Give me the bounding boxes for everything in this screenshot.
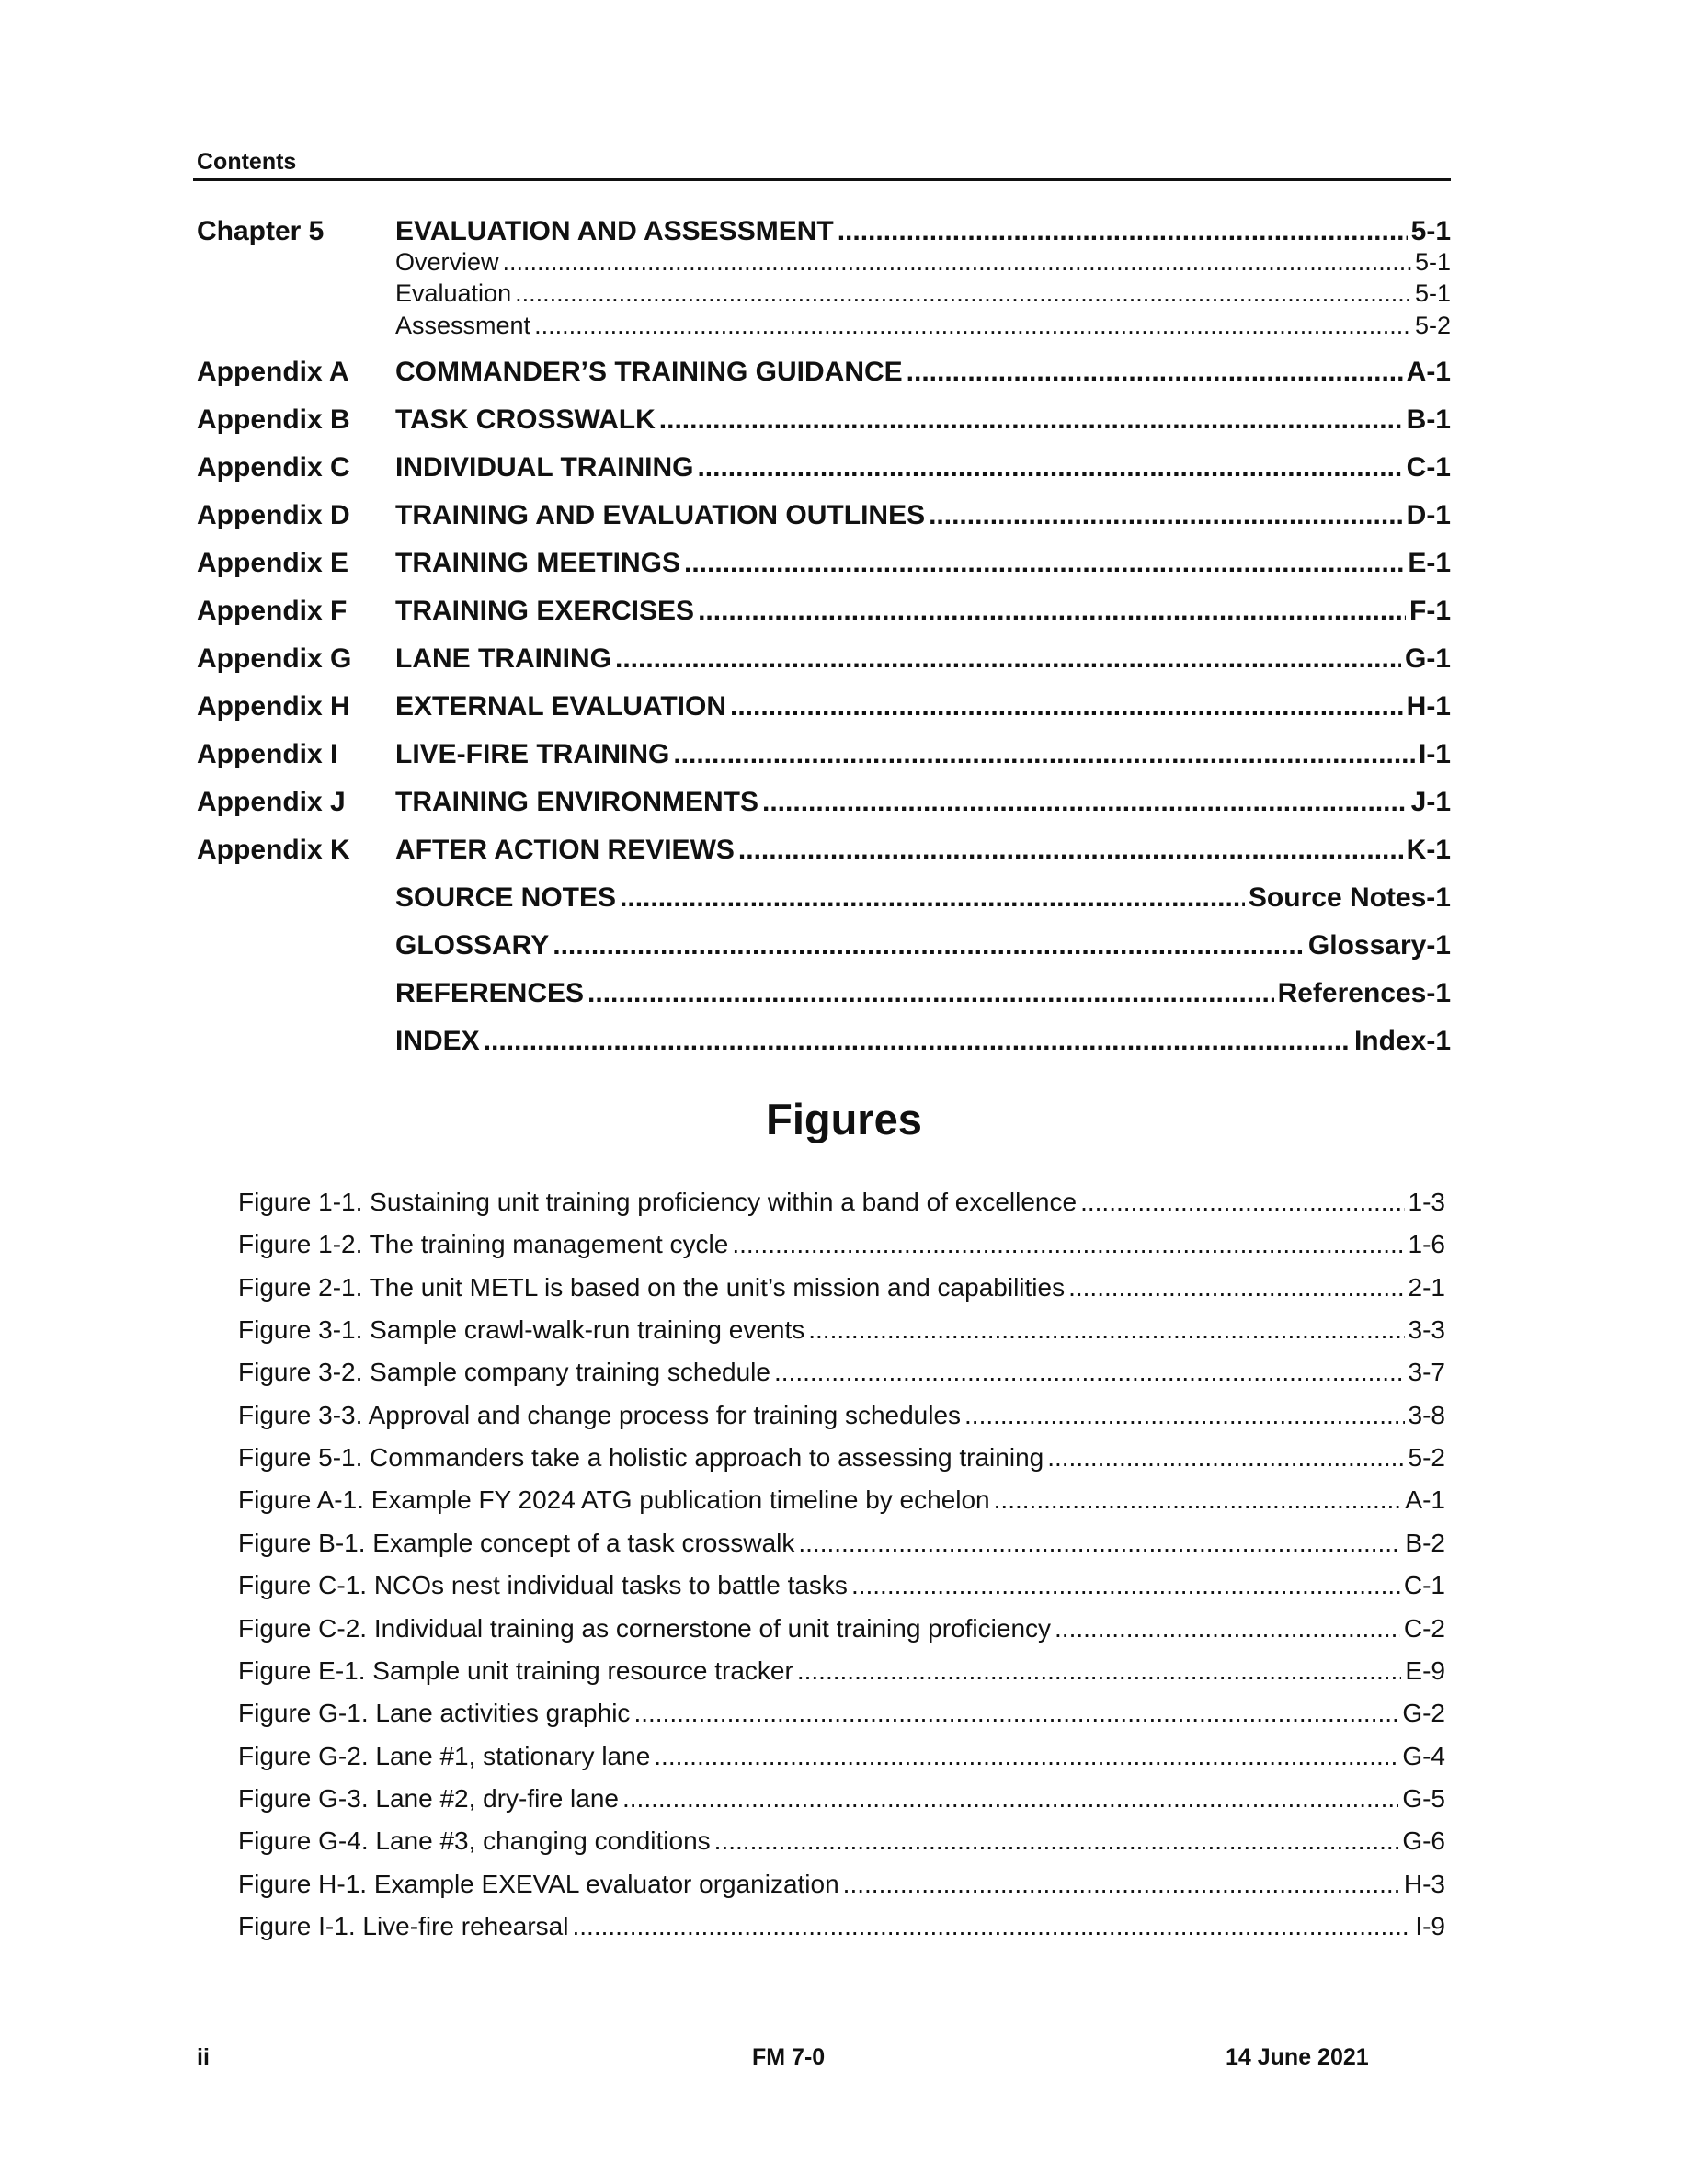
figure-leader-dots	[994, 1485, 1402, 1515]
figure-entry-title: Figure 3-2. Sample company training schedule	[238, 1358, 770, 1386]
toc-entry-title: Assessment	[395, 312, 531, 339]
toc-entry-prefix: Chapter 5	[197, 216, 325, 246]
toc-entry	[197, 500, 1451, 531]
toc-leader-dots	[697, 452, 1402, 483]
toc-entry-page: Index-1	[1353, 1026, 1451, 1056]
figure-entry-page: C-1	[1403, 1571, 1445, 1599]
toc-entry-page: References-1	[1277, 978, 1451, 1008]
toc-entry	[197, 216, 1451, 247]
toc-entry-title: COMMANDER’S TRAINING GUIDANCE	[395, 357, 903, 387]
toc-entry-title: LANE TRAINING	[395, 643, 611, 674]
toc-entry-page: 5-1	[1414, 248, 1451, 276]
toc-entry-title: TRAINING MEETINGS	[395, 548, 681, 578]
toc-entry-page: I-1	[1418, 739, 1451, 769]
toc-leader-dots	[515, 279, 1411, 308]
figure-entry-title: Figure H-1. Example EXEVAL evaluator organization	[238, 1870, 839, 1898]
figure-entry-page: E-9	[1405, 1656, 1445, 1685]
toc-entry-page: D-1	[1406, 500, 1451, 530]
figure-entry-page: G-2	[1402, 1699, 1445, 1727]
toc-entry	[197, 835, 1451, 866]
toc-entry-title: LIVE-FIRE TRAINING	[395, 739, 670, 769]
figure-leader-dots	[1055, 1614, 1400, 1644]
figure-entry-title: Figure C-2. Individual training as cornerstone of unit training proficiency	[238, 1614, 1052, 1643]
figure-entry-page: 3-3	[1408, 1315, 1445, 1344]
toc-leader-dots	[684, 548, 1404, 579]
figure-leader-dots	[797, 1656, 1402, 1686]
figure-leader-dots	[714, 1826, 1399, 1856]
toc-entry-prefix: Appendix K	[197, 835, 350, 865]
figure-entry-title: Figure 1-2. The training management cycle	[238, 1230, 729, 1258]
figure-entry	[238, 1870, 1445, 1899]
header-rule	[193, 178, 1451, 181]
toc-entry-title: SOURCE NOTES	[395, 882, 617, 913]
toc-entry-page: Glossary-1	[1307, 930, 1451, 961]
figure-entry	[238, 1188, 1445, 1217]
figure-entry-page: C-2	[1403, 1614, 1445, 1643]
toc-entry	[197, 787, 1451, 818]
figure-entry-page: A-1	[1405, 1485, 1445, 1514]
toc-entry-title: INDEX	[395, 1026, 480, 1056]
toc-entry-page: F-1	[1409, 596, 1451, 626]
toc-leader-dots	[929, 500, 1403, 531]
figure-entry-page: B-2	[1405, 1529, 1445, 1557]
toc-entry-prefix: Appendix F	[197, 596, 348, 626]
figure-entry-title: Figure 1-1. Sustaining unit training proficiency within a band of excellence	[238, 1188, 1078, 1216]
toc-leader-dots	[659, 404, 1403, 436]
toc-entry-prefix: Appendix I	[197, 739, 338, 769]
toc-leader-dots	[534, 312, 1411, 340]
toc-entry-page: H-1	[1406, 691, 1451, 722]
toc-entry-page: J-1	[1410, 787, 1451, 817]
figure-entry	[238, 1358, 1445, 1387]
toc-entry	[197, 643, 1451, 675]
figure-entry-title: Figure A-1. Example FY 2024 ATG publication timeline by echelon	[238, 1485, 990, 1514]
figure-entry-page: 2-1	[1408, 1273, 1445, 1302]
toc-entry-page: A-1	[1406, 357, 1451, 387]
toc-entry-title: EXTERNAL EVALUATION	[395, 691, 727, 722]
figure-entry-title: Figure E-1. Sample unit training resource tracker	[238, 1656, 793, 1685]
figure-entry-title: Figure G-1. Lane activities graphic	[238, 1699, 631, 1727]
figure-entry-page: 5-2	[1408, 1443, 1445, 1472]
toc-entry-title: AFTER ACTION REVIEWS	[395, 835, 735, 865]
toc-entry-title: TRAINING EXERCISES	[395, 596, 695, 626]
toc-leader-dots	[762, 787, 1408, 818]
figure-entry-title: Figure 3-1. Sample crawl-walk-run training events	[238, 1315, 805, 1344]
toc-entry-page: 5-1	[1410, 216, 1451, 246]
figure-entry-title: Figure C-1. NCOs nest individual tasks to battle tasks	[238, 1571, 848, 1599]
figure-leader-dots	[1080, 1188, 1404, 1217]
figure-entry-page: 1-6	[1408, 1230, 1445, 1258]
toc-entry-title: TASK CROSSWALK	[395, 404, 656, 435]
toc-entry-title: TRAINING AND EVALUATION OUTLINES	[395, 500, 926, 530]
toc-leader-dots	[553, 930, 1305, 961]
figure-leader-dots	[1047, 1443, 1404, 1473]
toc-entry-prefix: Appendix G	[197, 643, 352, 674]
toc-entry-prefix: Appendix E	[197, 548, 349, 578]
toc-entry-page: B-1	[1406, 404, 1451, 435]
figure-entry	[238, 1912, 1445, 1941]
figure-entry	[238, 1273, 1445, 1302]
figure-entry-title: Figure I-1. Live-fire rehearsal	[238, 1912, 569, 1940]
figure-entry	[238, 1656, 1445, 1686]
figure-entry-title: Figure 5-1. Commanders take a holistic approach to assessing training	[238, 1443, 1044, 1472]
toc-leader-dots	[673, 739, 1415, 770]
toc-entry	[197, 357, 1451, 388]
toc-entry-page: 5-2	[1414, 312, 1451, 339]
toc-entry-title: GLOSSARY	[395, 930, 550, 961]
figure-entry-page: G-5	[1402, 1784, 1445, 1813]
toc-entry	[197, 930, 1451, 961]
toc-entry	[197, 312, 1451, 340]
toc-entry-page: G-1	[1404, 643, 1451, 674]
toc-entry-title: Overview	[395, 248, 499, 276]
figure-entry	[238, 1614, 1445, 1644]
toc-entry-title: Evaluation	[395, 279, 512, 307]
figure-leader-dots	[851, 1571, 1400, 1600]
toc-entry	[197, 596, 1451, 627]
figure-leader-dots	[808, 1315, 1404, 1345]
figure-leader-dots	[843, 1870, 1400, 1899]
toc-entry	[197, 548, 1451, 579]
toc-entry-page: Source Notes-1	[1248, 882, 1451, 913]
toc-leader-dots	[730, 691, 1403, 722]
figure-leader-dots	[633, 1699, 1398, 1728]
figure-leader-dots	[774, 1358, 1405, 1387]
figure-leader-dots	[1068, 1273, 1404, 1302]
toc-entry	[197, 882, 1451, 914]
toc-leader-dots	[907, 357, 1403, 388]
figure-entry-title: Figure G-2. Lane #1, stationary lane	[238, 1742, 651, 1770]
figure-entry-page: H-3	[1403, 1870, 1445, 1898]
figure-leader-dots	[798, 1529, 1401, 1558]
section-label: Contents	[197, 149, 297, 175]
figures-heading: Figures	[766, 1095, 922, 1143]
figure-leader-dots	[732, 1230, 1404, 1259]
figure-entry	[238, 1699, 1445, 1728]
footer-date: 14 June 2021	[1226, 2044, 1369, 2070]
toc-leader-dots	[838, 216, 1408, 247]
figure-entry	[238, 1315, 1445, 1345]
toc-entry	[197, 739, 1451, 770]
figure-entry-page: G-4	[1402, 1742, 1445, 1770]
toc-entry-title: TRAINING ENVIRONMENTS	[395, 787, 759, 817]
toc-leader-dots	[738, 835, 1403, 866]
toc-entry	[197, 1026, 1451, 1057]
toc-leader-dots	[620, 882, 1245, 914]
figure-leader-dots	[654, 1742, 1398, 1771]
figure-leader-dots	[964, 1401, 1405, 1430]
toc-entry	[197, 452, 1451, 483]
figure-entry	[238, 1401, 1445, 1430]
footer-publication: FM 7-0	[752, 2044, 826, 2070]
figure-entry-title: Figure 3-3. Approval and change process for training schedules	[238, 1401, 962, 1429]
toc-entry	[197, 279, 1451, 308]
toc-entry-prefix: Appendix J	[197, 787, 346, 817]
toc-leader-dots	[587, 978, 1274, 1009]
figure-entry-page: I-9	[1415, 1912, 1445, 1940]
figure-entry-title: Figure 2-1. The unit METL is based on the unit’s mission and capabilities	[238, 1273, 1066, 1302]
figure-entry	[238, 1529, 1445, 1558]
figure-entry-page: 3-8	[1408, 1401, 1445, 1429]
figure-leader-dots	[572, 1912, 1411, 1941]
toc-entry-page: C-1	[1406, 452, 1451, 483]
toc-entry	[197, 691, 1451, 722]
toc-entry-prefix: Appendix D	[197, 500, 350, 530]
toc-entry-page: K-1	[1406, 835, 1451, 865]
toc-leader-dots	[503, 248, 1411, 277]
toc-leader-dots	[484, 1026, 1351, 1057]
toc-entry-prefix: Appendix C	[197, 452, 350, 483]
toc-entry	[197, 404, 1451, 436]
figure-entry-page: 3-7	[1408, 1358, 1445, 1386]
figure-entry	[238, 1230, 1445, 1259]
toc-entry-prefix: Appendix A	[197, 357, 349, 387]
toc-entry	[197, 978, 1451, 1009]
figure-entry	[238, 1826, 1445, 1856]
figure-entry-page: 1-3	[1408, 1188, 1445, 1216]
toc-entry-prefix: Appendix H	[197, 691, 350, 722]
toc-leader-dots	[698, 596, 1406, 627]
footer-page-number: ii	[197, 2044, 210, 2070]
toc-leader-dots	[615, 643, 1401, 675]
toc-entry-title: REFERENCES	[395, 978, 585, 1008]
toc-entry-prefix: Appendix B	[197, 404, 350, 435]
figure-leader-dots	[622, 1784, 1398, 1814]
figure-entry-title: Figure B-1. Example concept of a task crosswalk	[238, 1529, 795, 1557]
toc-entry-page: 5-1	[1414, 279, 1451, 307]
figure-entry-page: G-6	[1402, 1826, 1445, 1855]
figure-entry	[238, 1571, 1445, 1600]
toc-entry	[197, 248, 1451, 277]
figure-entry	[238, 1742, 1445, 1771]
toc-entry-title: INDIVIDUAL TRAINING	[395, 452, 694, 483]
figure-entry-title: Figure G-4. Lane #3, changing conditions	[238, 1826, 711, 1855]
figure-entry	[238, 1443, 1445, 1473]
figure-entry-title: Figure G-3. Lane #2, dry-fire lane	[238, 1784, 619, 1813]
toc-entry-page: E-1	[1408, 548, 1451, 578]
toc-entry-title: EVALUATION AND ASSESSMENT	[395, 216, 834, 246]
figure-entry	[238, 1784, 1445, 1814]
figure-entry	[238, 1485, 1445, 1515]
